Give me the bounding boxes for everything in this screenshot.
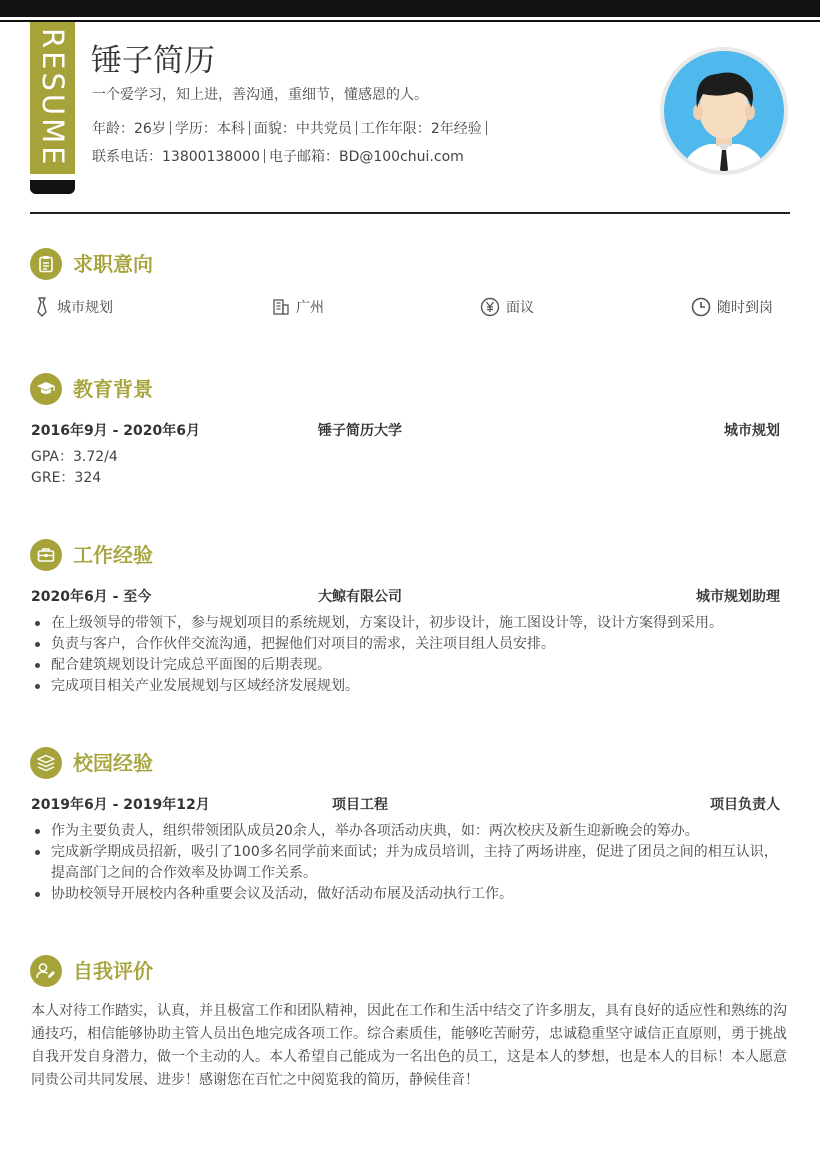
work-role: 城市规划助理 xyxy=(696,589,780,605)
work-title: 工作经验 xyxy=(73,543,153,567)
briefcase-icon xyxy=(30,539,62,571)
education-gre: GRE：324 xyxy=(31,470,102,486)
intent-availability-label: 随时到岗 xyxy=(717,300,773,316)
campus-period: 2019年6月 - 2019年12月 xyxy=(31,797,210,813)
avatar xyxy=(659,46,789,176)
education-section-header xyxy=(30,373,153,405)
work-period: 2020年6月 - 至今 xyxy=(31,589,152,605)
list-item: 作为主要负责人，组织带领团队成员20余人，举办各项活动庆典，如：两次校庆及新生迎新晚会的筹办。 xyxy=(31,821,781,842)
campus-section-header xyxy=(30,747,153,779)
header-divider xyxy=(30,212,790,214)
list-item: 完成新学期成员招新，吸引了100多名同学前来面试；并为成员培训，主持了两场讲座，促进了团员之间的相互认识，提高部门之间的合作效率及协调工作关系。 xyxy=(31,842,781,884)
education-gpa: GPA：3.72/4 xyxy=(31,449,118,465)
intent-availability xyxy=(691,297,773,317)
info-line-2 xyxy=(92,148,464,166)
tie-icon xyxy=(33,297,51,317)
building-icon xyxy=(272,298,290,316)
intent-city-label: 广州 xyxy=(296,300,324,316)
ribbon-text: RESUME xyxy=(36,28,70,168)
campus-role: 项目负责人 xyxy=(710,797,780,813)
education-school: 锤子简历大学 xyxy=(318,423,402,439)
info-email: 电子邮箱：BD@100chui.com xyxy=(268,149,464,165)
intent-position-label: 城市规划 xyxy=(57,300,113,316)
intent-position xyxy=(33,297,113,317)
intent-city xyxy=(272,297,324,317)
work-row xyxy=(31,586,780,604)
info-education: 学历：本科 xyxy=(174,121,245,137)
graduation-cap-icon xyxy=(30,373,62,405)
info-line-1 xyxy=(92,120,491,138)
education-title: 教育背景 xyxy=(73,377,153,401)
education-row xyxy=(31,420,780,438)
info-phone: 联系电话：13800138000 xyxy=(92,149,260,165)
yen-icon xyxy=(480,297,500,317)
list-item: 完成项目相关产业发展规划与区域经济发展规划。 xyxy=(31,676,791,697)
top-bar xyxy=(0,0,820,17)
self-section-header xyxy=(30,955,153,987)
ribbon-tail xyxy=(30,180,75,194)
work-company: 大鲸有限公司 xyxy=(318,589,402,605)
campus-row xyxy=(31,794,780,812)
work-section-header xyxy=(30,539,153,571)
intent-salary-label: 面议 xyxy=(506,300,534,316)
info-political: 面貌：中共党员 xyxy=(253,121,352,137)
list-item: 负责与客户，合作伙伴交流沟通，把握他们对项目的需求，关注项目组人员安排。 xyxy=(31,634,791,655)
candidate-name: 锤子简历 xyxy=(91,43,215,79)
layers-icon xyxy=(30,747,62,779)
education-period: 2016年9月 - 2020年6月 xyxy=(31,423,200,439)
intent-title: 求职意向 xyxy=(73,252,153,276)
campus-project: 项目工程 xyxy=(332,797,388,813)
list-item: 协助校领导开展校内各种重要会议及活动，做好活动布展及活动执行工作。 xyxy=(31,884,781,905)
top-divider xyxy=(0,20,820,22)
work-bullets xyxy=(31,613,791,697)
campus-bullets xyxy=(31,821,781,905)
intent-section-header xyxy=(30,248,153,280)
user-edit-icon xyxy=(30,955,62,987)
list-item: 配合建筑规划设计完成总平面图的后期表现。 xyxy=(31,655,791,676)
self-title: 自我评价 xyxy=(73,959,153,983)
clock-icon xyxy=(691,297,711,317)
intent-salary xyxy=(480,297,534,317)
info-age: 年龄：26岁 xyxy=(92,121,166,137)
clipboard-icon xyxy=(30,248,62,280)
self-evaluation-text: 本人对待工作踏实，认真，并且极富工作和团队精神，因此在工作和生活中结交了许多朋友，具有良好的适应性和熟练的沟通技巧，相信能够协助主管人员出色地完成各项工作。综合素质佳，能够吃苦耐劳，忠诚稳重坚守诚信正直原则，勇于挑战自我开发自身潜力，做一个主动的人。本人希望自己能成为一名出色的员工，这是本人的梦想，也是本人的目标！本人愿意同贵公司共同发展、进步！感谢您在百忙之中阅览我的简历，静候佳音！ xyxy=(31,1003,787,1088)
info-experience: 工作年限：2年经验 xyxy=(360,121,482,137)
motto: 一个爱学习，知上进，善沟通，重细节，懂感恩的人。 xyxy=(92,87,428,103)
education-major: 城市规划 xyxy=(724,423,780,439)
list-item: 在上级领导的带领下，参与规划项目的系统规划，方案设计，初步设计，施工图设计等，设计方案得到采用。 xyxy=(31,613,791,634)
resume-ribbon xyxy=(30,22,75,174)
campus-title: 校园经验 xyxy=(73,751,153,775)
